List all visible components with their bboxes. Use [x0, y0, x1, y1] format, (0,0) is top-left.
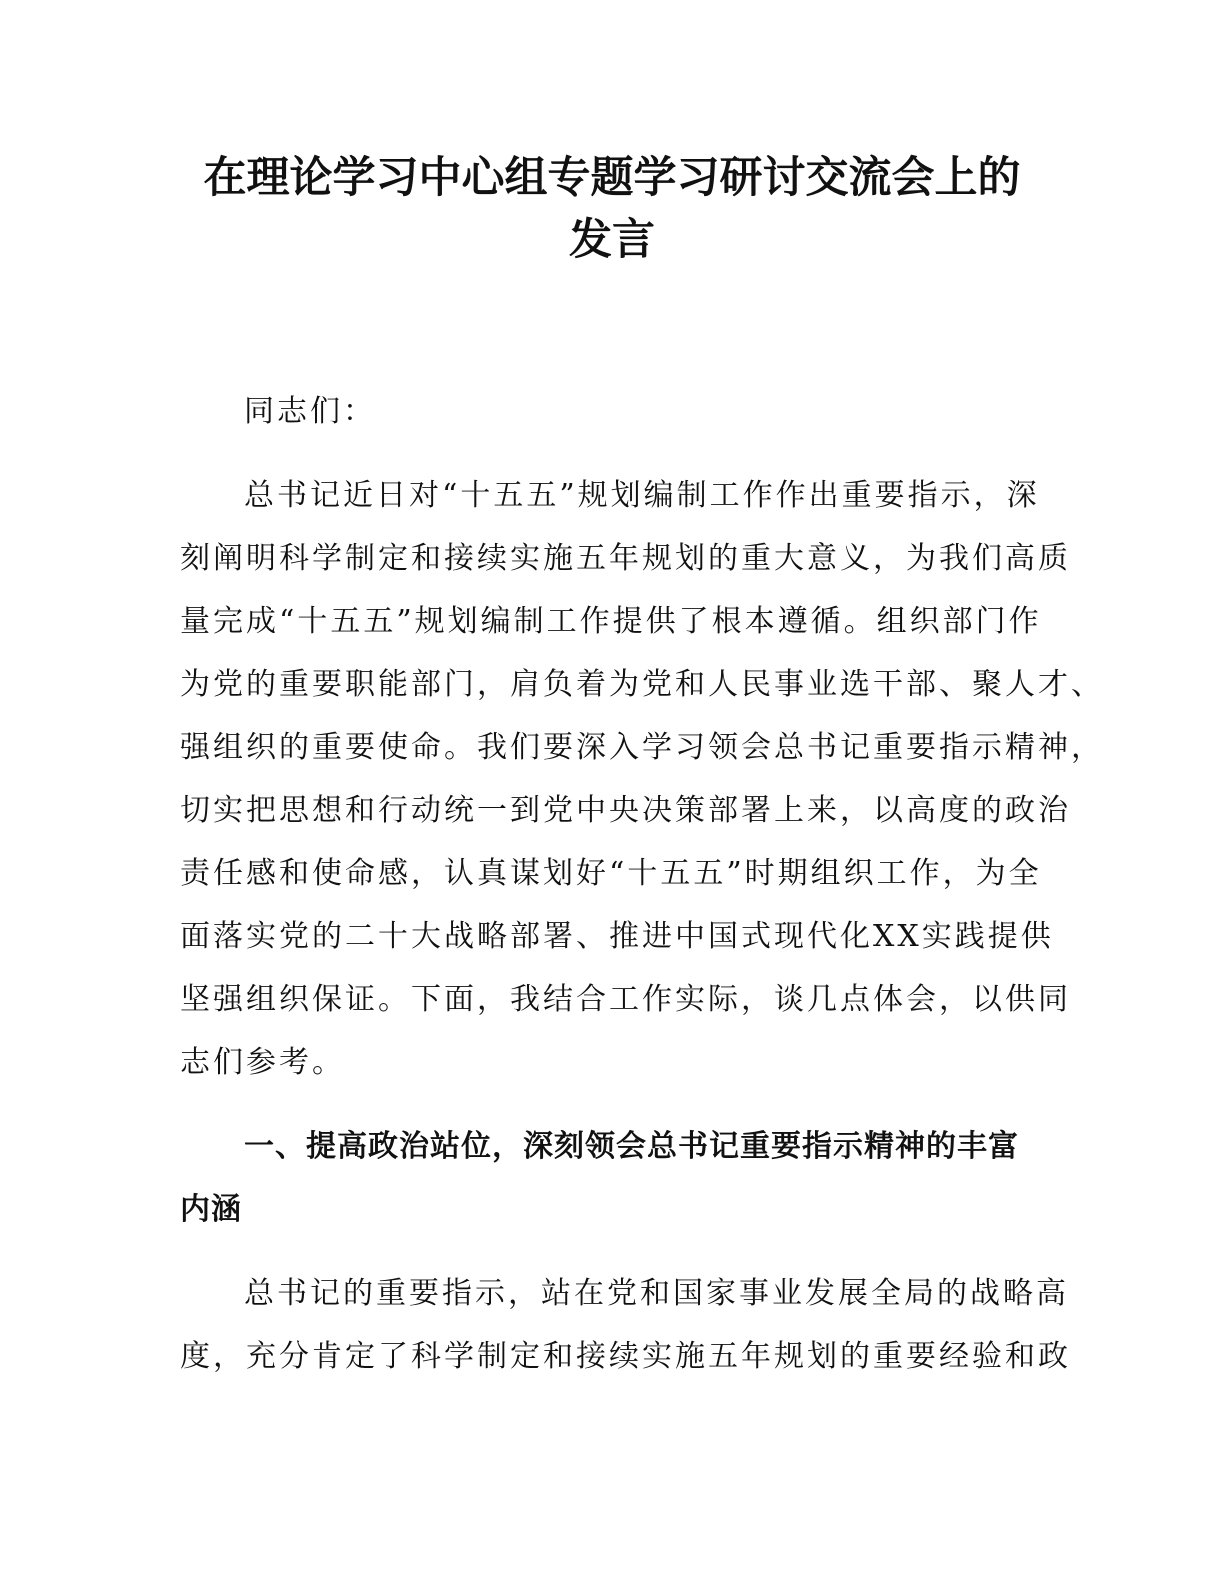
- paragraph-1-line: 为党的重要职能部门，肩负着为党和人民事业选干部、聚人才、: [180, 667, 1104, 702]
- salutation: 同志们：: [244, 394, 376, 429]
- document-title-line-2: 发言: [569, 215, 655, 265]
- section-heading-1-line: 一、提高政治站位，深刻领会总书记重要指示精神的丰富: [244, 1129, 1019, 1164]
- paragraph-2-line: 度，充分肯定了科学制定和接续实施五年规划的重要经验和政: [180, 1339, 1071, 1374]
- paragraph-1-line: 量完成“十五五”规划编制工作提供了根本遵循。组织部门作: [180, 604, 1042, 639]
- section-heading-1-line: 内涵: [180, 1192, 242, 1227]
- paragraph-1-line: 责任感和使命感，认真谋划好“十五五”时期组织工作，为全: [180, 856, 1042, 891]
- paragraph-1-line: 强组织的重要使命。我们要深入学习领会总书记重要指示精神，: [180, 730, 1104, 765]
- paragraph-1-line: 志们参考。: [180, 1045, 345, 1080]
- paragraph-1-line: 坚强组织保证。下面，我结合工作实际，谈几点体会，以供同: [180, 982, 1071, 1017]
- paragraph-1-line: 刻阐明科学制定和接续实施五年规划的重大意义，为我们高质: [180, 541, 1071, 576]
- paragraph-1-line: 总书记近日对“十五五”规划编制工作作出重要指示，深: [244, 478, 1040, 513]
- document-title-line-1: 在理论学习中心组专题学习研讨交流会上的: [203, 153, 1021, 203]
- paragraph-1-line: 面落实党的二十大战略部署、推进中国式现代化XX实践提供: [180, 919, 1054, 954]
- paragraph-1-line: 切实把思想和行动统一到党中央决策部署上来，以高度的政治: [180, 793, 1071, 828]
- paragraph-2-line: 总书记的重要指示，站在党和国家事业发展全局的战略高: [244, 1276, 1069, 1311]
